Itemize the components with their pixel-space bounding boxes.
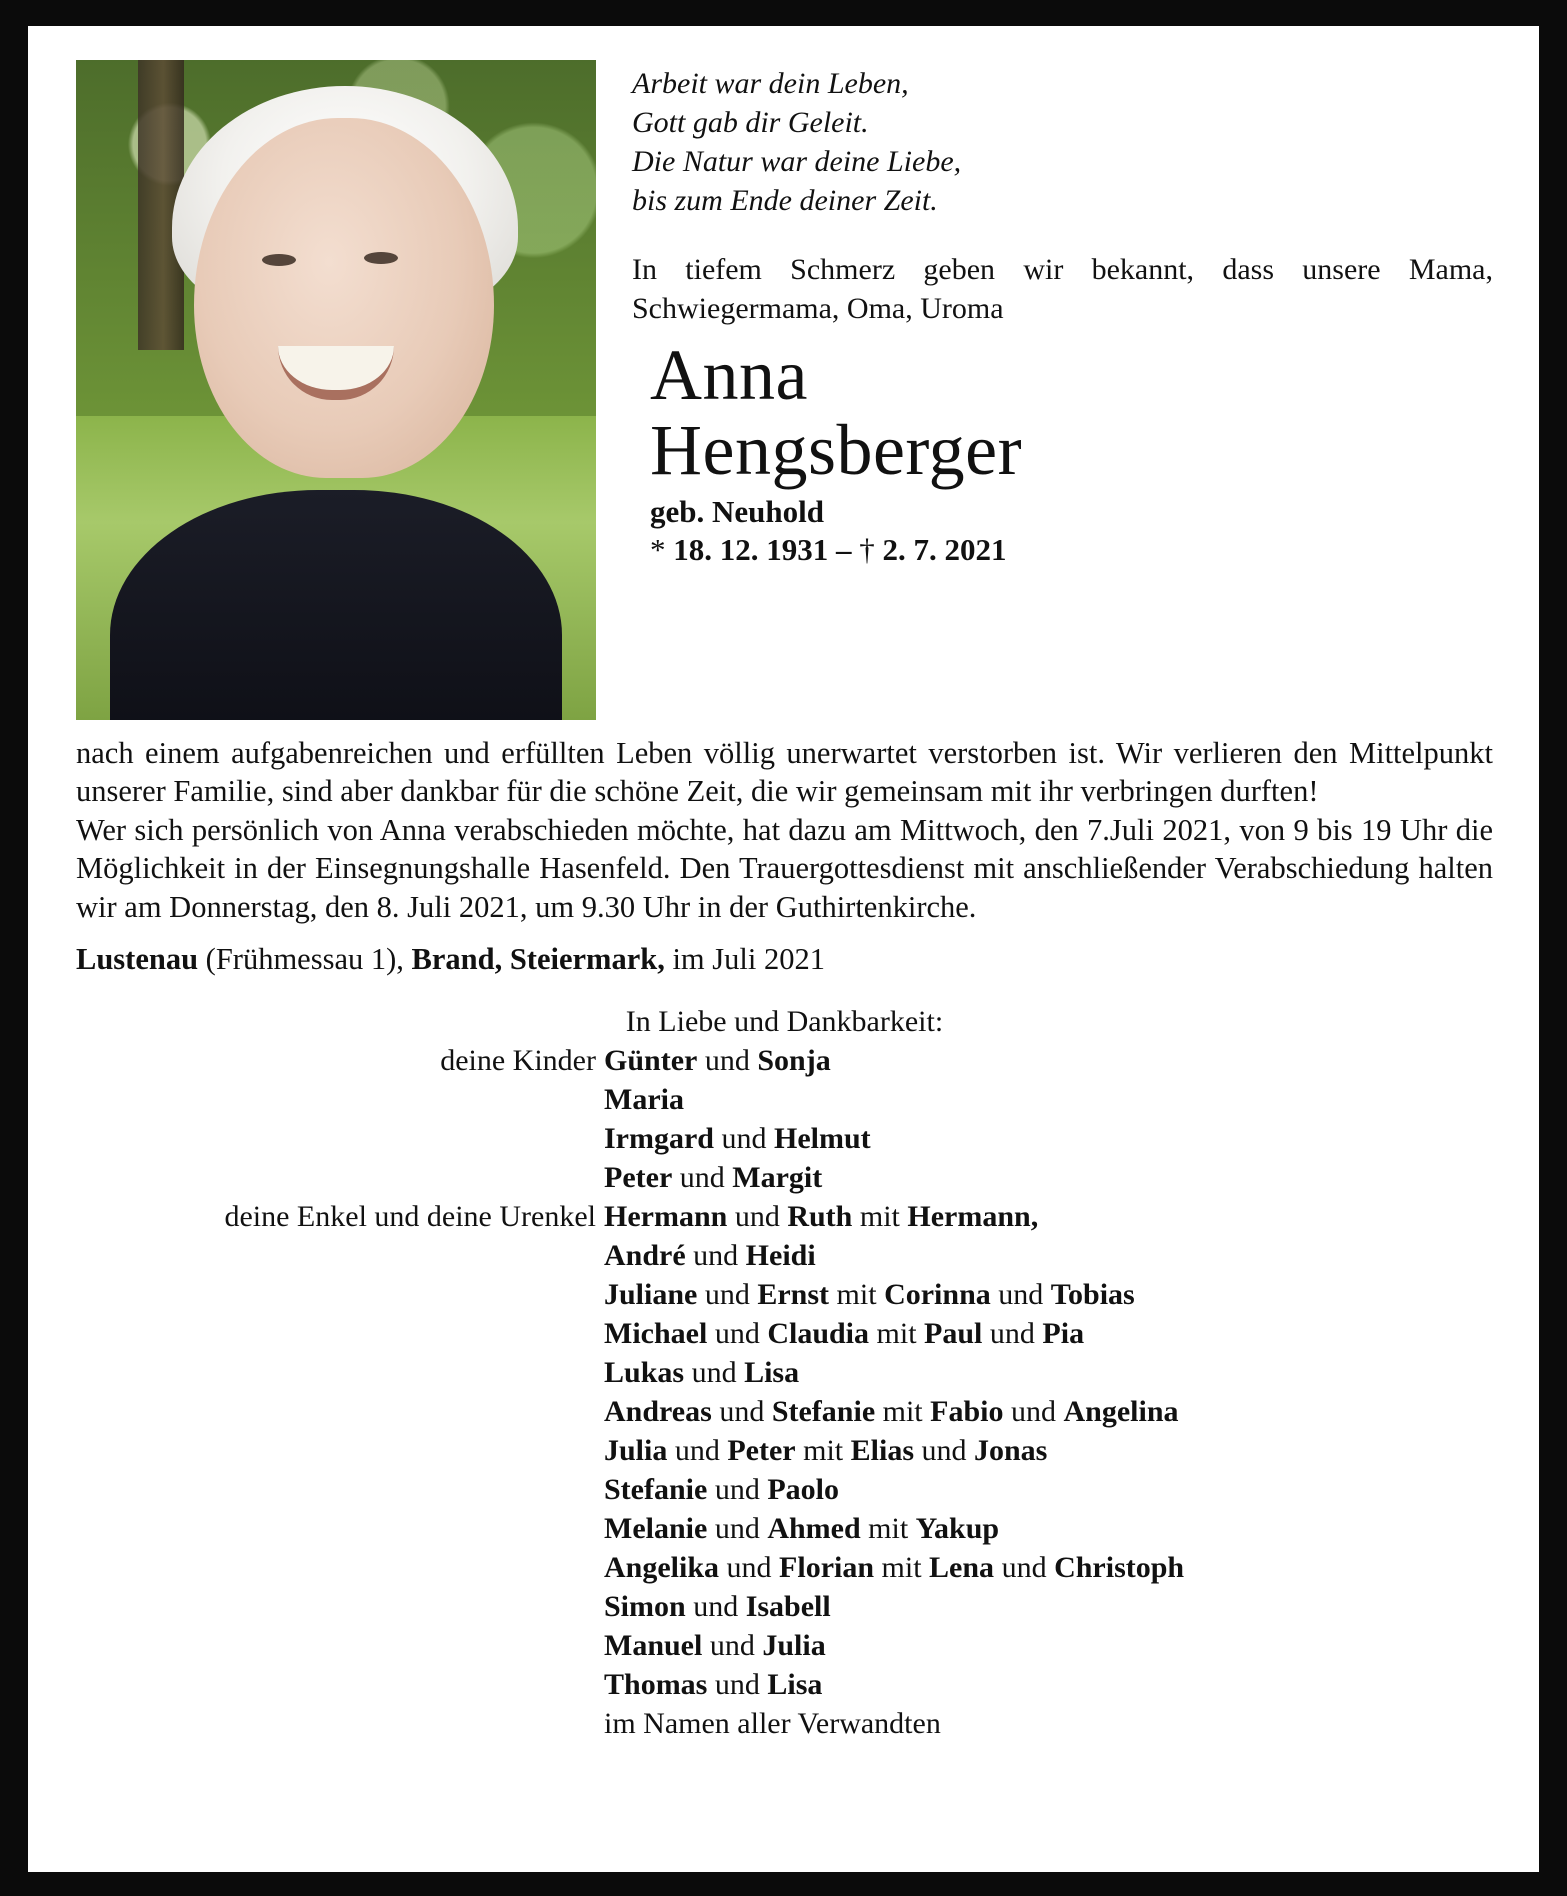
place-address: (Frühmessau 1),	[205, 942, 404, 977]
portrait-face	[194, 118, 494, 478]
child-name: Irmgard	[604, 1121, 714, 1155]
child-row	[604, 1158, 1493, 1197]
place-primary: Lustenau	[76, 942, 199, 977]
birth-symbol: *	[650, 531, 666, 567]
verse-line-1: Arbeit war dein Leben,	[632, 67, 909, 100]
child-partner: Margit	[732, 1160, 823, 1194]
date-separator: –	[836, 531, 852, 567]
death-symbol: †	[859, 531, 875, 567]
obituary-card	[28, 26, 1539, 1872]
grandchild-row	[604, 1548, 1493, 1587]
grandchildren-label-spacer	[76, 1509, 596, 1548]
body-paragraph-1: nach einem aufgabenreichen und erfüllten Leben völlig unerwartet verstorben ist. Wir verlieren den Mittelpunkt unserer Familie, sind aber dankbar für die schöne Zeit, die wir gemeinsam mit ihr verbringen durften!	[76, 736, 1493, 809]
child-name: Maria	[604, 1082, 684, 1116]
notice-date: im Juli 2021	[672, 942, 825, 977]
place-and-date-line	[76, 940, 1493, 980]
grandchildren-label-spacer	[76, 1665, 596, 1704]
verse-line-2: Gott gab dir Geleit.	[632, 106, 869, 139]
children-label-spacer	[76, 1158, 596, 1197]
children-list	[76, 1041, 1493, 1743]
header-section	[76, 60, 1493, 720]
birth-date: 18. 12. 1931	[673, 531, 829, 567]
family-closing: im Namen aller Verwandten	[604, 1706, 941, 1740]
grandchildren-label-spacer	[76, 1470, 596, 1509]
grandchild-names: Thomas und Lisa	[604, 1667, 823, 1701]
grandchild-names: Manuel und Julia	[604, 1628, 826, 1662]
grandchild-names: Lukas und Lisa	[604, 1355, 800, 1389]
grandchild-row	[604, 1665, 1493, 1704]
maiden-name: geb. Neuhold	[650, 493, 824, 529]
children-label-spacer	[76, 1119, 596, 1158]
family-heading: In Liebe und Dankbarkeit:	[625, 1004, 944, 1038]
announcement-intro: In tiefem Schmerz geben wir bekannt, dass unsere Mama, Schwiegermama, Oma, Uroma	[632, 253, 1493, 325]
grandchildren-label-spacer	[76, 1431, 596, 1470]
grandchild-row	[604, 1470, 1493, 1509]
grandchild-names: Stefanie und Paolo	[604, 1472, 839, 1506]
portrait-eye-left	[262, 254, 296, 266]
grandchild-row	[604, 1314, 1493, 1353]
child-row	[604, 1041, 1493, 1080]
grandchild-row	[604, 1431, 1493, 1470]
grandchild-row	[604, 1197, 1493, 1236]
grandchild-names: Simon und Isabell	[604, 1589, 831, 1623]
child-conjunction: und	[721, 1121, 767, 1155]
grandchildren-label-spacer	[76, 1587, 596, 1626]
deceased-last-name: Hengsberger	[650, 409, 1023, 490]
deceased-first-name: Anna	[650, 335, 808, 415]
grandchild-names: Hermann und Ruth mit Hermann,	[604, 1199, 1039, 1233]
grandchild-row	[604, 1392, 1493, 1431]
life-dates	[650, 532, 1493, 568]
grandchild-names: Melanie und Ahmed mit Yakup	[604, 1511, 1000, 1545]
grandchild-names: Juliane und Ernst mit Corinna und Tobias	[604, 1277, 1135, 1311]
closing-label-spacer	[76, 1704, 596, 1743]
verse-line-4: bis zum Ende deiner Zeit.	[632, 184, 938, 217]
memorial-verse	[632, 64, 1493, 220]
death-date: 2. 7. 2021	[882, 531, 1007, 567]
grandchild-names: Michael und Claudia mit Paul und Pia	[604, 1316, 1085, 1350]
grandchildren-label-spacer	[76, 1626, 596, 1665]
family-section	[76, 1002, 1493, 1743]
grandchild-row	[604, 1236, 1493, 1275]
grandchild-row	[604, 1275, 1493, 1314]
child-conjunction: und	[704, 1043, 750, 1077]
grandchildren-label-spacer	[76, 1353, 596, 1392]
grandchild-row	[604, 1353, 1493, 1392]
body-text	[76, 734, 1493, 926]
grandchildren-label-spacer	[76, 1236, 596, 1275]
grandchildren-label-spacer	[76, 1548, 596, 1587]
child-row	[604, 1119, 1493, 1158]
child-row	[604, 1080, 1493, 1119]
grandchild-row	[604, 1509, 1493, 1548]
body-paragraph-2: Wer sich persönlich von Anna verabschieden möchte, hat dazu am Mittwoch, den 7.Juli 2021, von 9 bis 19 Uhr die Möglichkeit in der Einsegnungshalle Hasenfeld. Den Trauergottesdienst mit anschließender Verabschiedung halten wir am Donnerstag, den 8. Juli 2021, um 9.30 Uhr in der Guthirtenkirche.	[76, 812, 1493, 924]
child-partner: Sonja	[757, 1043, 831, 1077]
portrait-eye-right	[364, 252, 398, 264]
child-name: Peter	[604, 1160, 673, 1194]
grandchildren-label-spacer	[76, 1314, 596, 1353]
grandchild-row	[604, 1626, 1493, 1665]
portrait-photo	[76, 60, 596, 720]
place-secondary: Brand, Steiermark,	[411, 942, 665, 977]
grandchild-names: Angelika und Florian mit Lena und Christoph	[604, 1550, 1185, 1584]
verse-line-3: Die Natur war deine Liebe,	[632, 145, 962, 178]
child-conjunction: und	[679, 1160, 725, 1194]
children-label-spacer	[76, 1080, 596, 1119]
grandchildren-label-spacer	[76, 1392, 596, 1431]
grandchild-names: André und Heidi	[604, 1238, 816, 1272]
grandchildren-label: deine Enkel und deine Urenkel	[224, 1199, 596, 1233]
grandchildren-label-spacer	[76, 1275, 596, 1314]
grandchild-names: Julia und Peter mit Elias und Jonas	[604, 1433, 1048, 1467]
grandchild-names: Andreas und Stefanie mit Fabio und Angelina	[604, 1394, 1179, 1428]
child-name: Günter	[604, 1043, 698, 1077]
children-label: deine Kinder	[440, 1043, 596, 1077]
headline-block	[632, 60, 1493, 568]
child-partner: Helmut	[773, 1121, 871, 1155]
grandchild-row	[604, 1587, 1493, 1626]
